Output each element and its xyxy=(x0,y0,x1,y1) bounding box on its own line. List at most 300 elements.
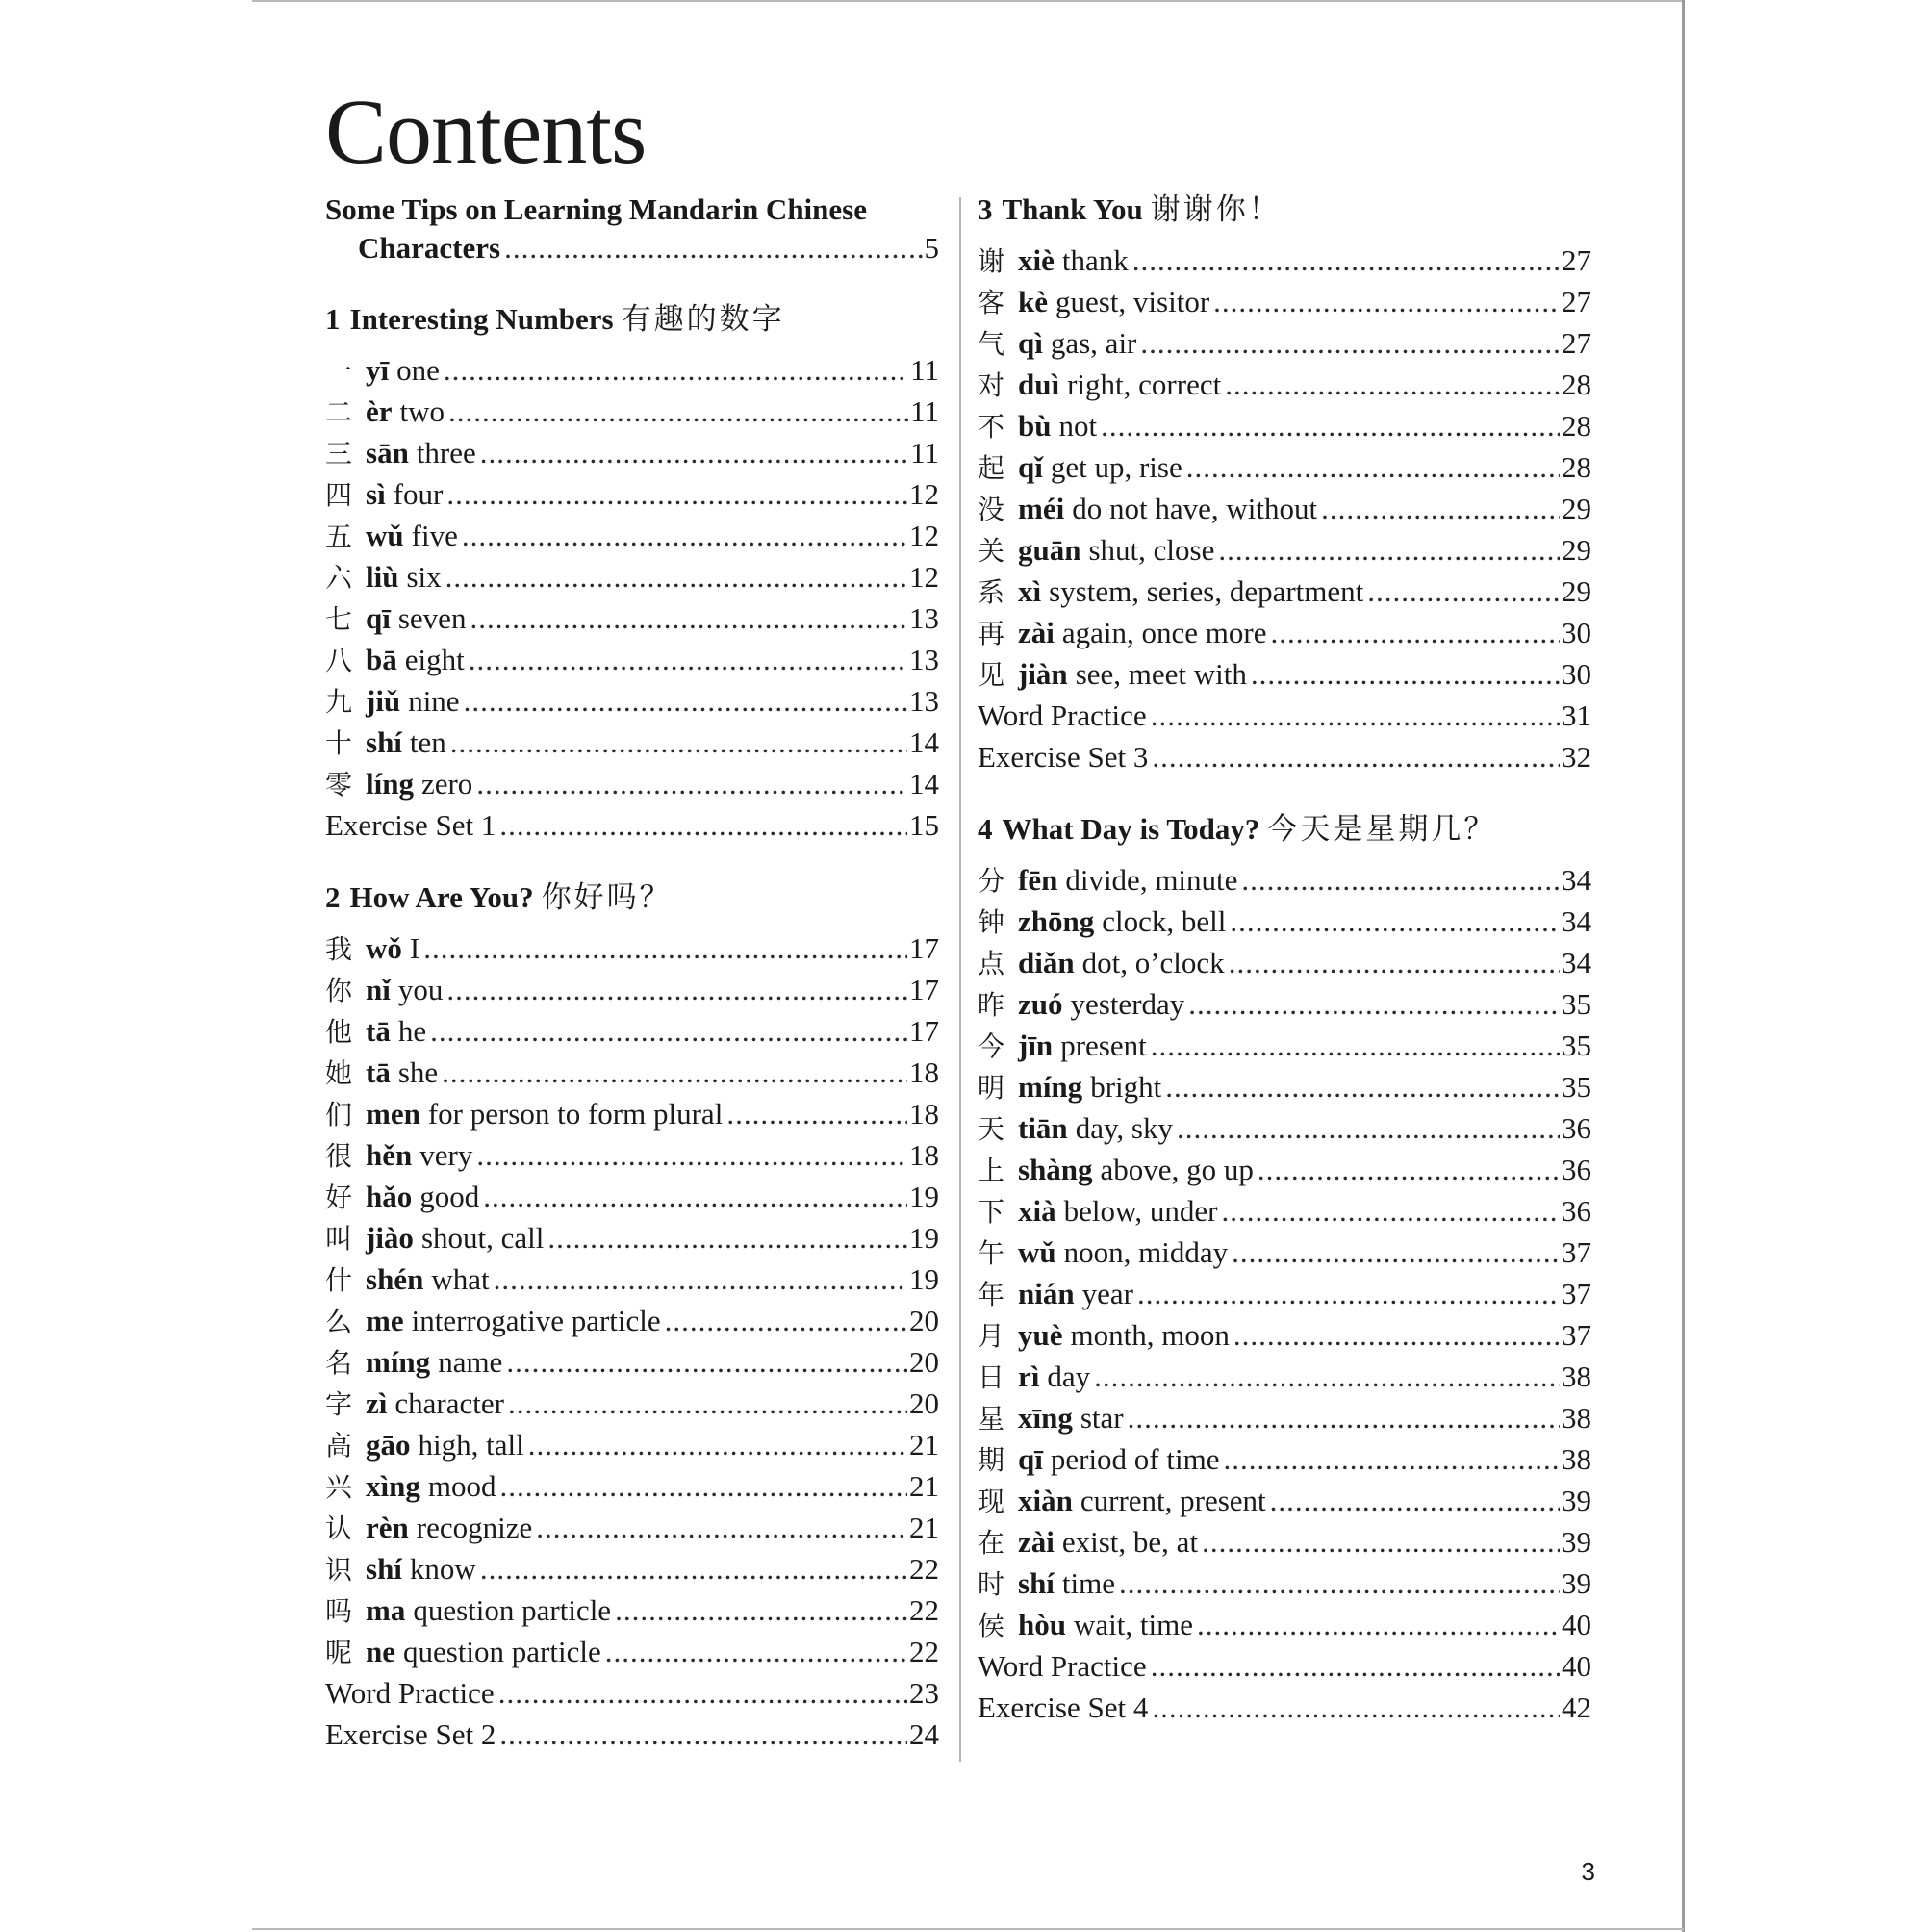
toc-entry[interactable] xyxy=(978,1687,1591,1728)
english-gloss: dot, o’clock xyxy=(1081,946,1225,979)
pinyin: yuè xyxy=(1018,1318,1063,1352)
section-heading xyxy=(325,300,939,339)
dot-leader xyxy=(1152,1687,1560,1728)
toc-entry[interactable] xyxy=(978,240,1591,281)
english-gloss: do not have, without xyxy=(1072,492,1318,525)
chinese-character: 没 xyxy=(978,494,1005,525)
page-ref: 37 xyxy=(1562,1235,1591,1269)
page-ref: 21 xyxy=(909,1428,939,1462)
page-ref: 37 xyxy=(1562,1318,1591,1352)
dot-leader xyxy=(476,763,907,804)
pinyin: bā xyxy=(366,643,397,676)
pinyin: rì xyxy=(1018,1360,1040,1393)
toc-entry[interactable] xyxy=(978,942,1591,983)
toc-entry[interactable] xyxy=(978,1232,1591,1273)
column-divider xyxy=(959,197,961,1762)
chinese-character: 们 xyxy=(325,1099,353,1131)
english-gloss: year xyxy=(1081,1277,1133,1310)
section-heading xyxy=(978,810,1591,849)
english-gloss: guest, visitor xyxy=(1055,285,1210,318)
chinese-character: 气 xyxy=(978,328,1005,360)
toc-entry[interactable] xyxy=(978,1107,1591,1149)
toc-entry[interactable] xyxy=(325,1052,939,1093)
toc-entry[interactable] xyxy=(325,1093,939,1134)
pinyin: sān xyxy=(366,436,409,470)
pinyin: shí xyxy=(1018,1566,1055,1600)
chinese-character: 客 xyxy=(978,287,1005,318)
dot-leader xyxy=(1137,1273,1560,1314)
pinyin: xiè xyxy=(1018,243,1055,277)
toc-entry[interactable] xyxy=(978,653,1591,695)
page-ref: 30 xyxy=(1562,616,1591,649)
page-ref: 36 xyxy=(1562,1111,1591,1145)
toc-entry[interactable] xyxy=(325,1672,939,1714)
page-ref: 13 xyxy=(909,601,939,635)
chinese-character: 谢 xyxy=(978,245,1005,277)
page-ref: 36 xyxy=(1562,1153,1591,1186)
toc-entry[interactable] xyxy=(325,1258,939,1300)
toc-entry[interactable] xyxy=(325,969,939,1010)
english-gloss: question particle xyxy=(413,1593,612,1627)
chinese-character: 对 xyxy=(978,369,1005,401)
english-gloss: clock, bell xyxy=(1102,904,1227,938)
section-title-chinese: 你好吗？ xyxy=(541,880,673,914)
chinese-character: 字 xyxy=(325,1388,353,1420)
english-gloss: current, present xyxy=(1080,1484,1266,1517)
chinese-character: 不 xyxy=(978,411,1005,443)
dot-leader xyxy=(1251,653,1560,695)
page-ref: 18 xyxy=(909,1138,939,1172)
pinyin: líng xyxy=(366,767,414,801)
english-gloss: below, under xyxy=(1063,1194,1218,1228)
dot-leader xyxy=(1188,983,1560,1025)
page-ref: 29 xyxy=(1562,492,1591,525)
toc-entry[interactable] xyxy=(325,1507,939,1548)
english-gloss: one xyxy=(396,353,440,387)
dot-leader xyxy=(442,1052,907,1093)
page-ref: 39 xyxy=(1562,1566,1591,1600)
section-title: Interesting Numbers xyxy=(349,302,614,336)
english-gloss: system, series, department xyxy=(1049,574,1364,608)
pinyin: jiǔ xyxy=(366,684,401,718)
dot-leader xyxy=(726,1093,907,1134)
toc-entry[interactable] xyxy=(978,571,1591,612)
toc-entry[interactable] xyxy=(978,281,1591,322)
pinyin: zì xyxy=(366,1386,388,1420)
page-ref: 35 xyxy=(1562,987,1591,1021)
toc-entry[interactable] xyxy=(978,983,1591,1025)
page-ref: 38 xyxy=(1562,1360,1591,1393)
entry-label: Word Practice xyxy=(978,699,1147,732)
chinese-character: 名 xyxy=(325,1347,353,1379)
page-ref: 22 xyxy=(909,1635,939,1668)
chinese-character: 吗 xyxy=(325,1595,353,1627)
chinese-character: 午 xyxy=(978,1237,1005,1269)
chinese-character: 十 xyxy=(325,727,353,759)
toc-entry[interactable] xyxy=(325,1589,939,1631)
toc-entry[interactable] xyxy=(325,1465,939,1507)
pinyin: tā xyxy=(366,1014,391,1048)
page-ref: 20 xyxy=(909,1386,939,1420)
toc-entry[interactable] xyxy=(325,680,939,722)
dot-leader xyxy=(446,969,907,1010)
chinese-character: 下 xyxy=(978,1196,1005,1228)
english-gloss: for person to form plural xyxy=(427,1097,724,1131)
english-gloss: bright xyxy=(1090,1070,1162,1104)
pinyin: liù xyxy=(366,560,399,594)
page-ref: 34 xyxy=(1562,946,1591,979)
toc-entry[interactable] xyxy=(325,432,939,473)
toc-entry[interactable] xyxy=(978,859,1591,901)
chinese-character: 六 xyxy=(325,562,353,594)
toc-entry[interactable] xyxy=(978,1314,1591,1356)
toc-entry[interactable] xyxy=(978,446,1591,488)
tips-entry[interactable] xyxy=(325,191,939,267)
page-ref: 17 xyxy=(909,973,939,1006)
dot-leader xyxy=(1229,942,1560,983)
pinyin: ma xyxy=(366,1593,406,1627)
dot-leader xyxy=(1223,1438,1560,1480)
toc-entry[interactable] xyxy=(978,1397,1591,1438)
toc-entry[interactable] xyxy=(325,639,939,680)
english-gloss: nine xyxy=(408,684,460,718)
dot-leader xyxy=(450,722,907,763)
entry-label: Exercise Set 1 xyxy=(325,808,496,842)
dot-leader xyxy=(470,597,907,639)
chinese-character: 钟 xyxy=(978,906,1005,938)
pinyin: hòu xyxy=(1018,1608,1066,1641)
pinyin: tiān xyxy=(1018,1111,1068,1145)
tips-row xyxy=(325,229,939,267)
chinese-character: 明 xyxy=(978,1072,1005,1104)
toc-entry[interactable] xyxy=(978,1356,1591,1397)
dot-leader xyxy=(605,1631,907,1672)
pinyin: xīng xyxy=(1018,1401,1073,1435)
toc-entry[interactable] xyxy=(978,1480,1591,1521)
pinyin: wǔ xyxy=(366,519,404,552)
pinyin: shí xyxy=(366,725,402,759)
chinese-character: 昨 xyxy=(978,989,1005,1021)
dot-leader xyxy=(1367,571,1560,612)
chinese-character: 时 xyxy=(978,1568,1005,1600)
chinese-character: 期 xyxy=(978,1444,1005,1476)
dot-leader xyxy=(1151,1645,1560,1687)
english-gloss: divide, minute xyxy=(1065,863,1238,897)
dot-leader xyxy=(1202,1521,1560,1563)
toc-entry[interactable] xyxy=(978,612,1591,653)
tips-title-cont: Characters xyxy=(358,231,501,265)
english-gloss: gas, air xyxy=(1050,326,1137,360)
toc-entry[interactable] xyxy=(325,1714,939,1755)
dot-leader xyxy=(615,1589,907,1631)
toc-entry[interactable] xyxy=(325,1631,939,1672)
english-gloss: period of time xyxy=(1050,1442,1220,1476)
toc-entry[interactable] xyxy=(978,364,1591,405)
dot-leader xyxy=(508,1383,907,1424)
section-3 xyxy=(978,191,1591,777)
toc-entry[interactable] xyxy=(978,1149,1591,1190)
dot-leader xyxy=(1241,859,1560,901)
page-ref: 37 xyxy=(1562,1277,1591,1310)
english-gloss: not xyxy=(1058,409,1098,443)
page-ref: 34 xyxy=(1562,863,1591,897)
pinyin: zuó xyxy=(1018,987,1063,1021)
english-gloss: seven xyxy=(397,601,467,635)
chinese-character: 二 xyxy=(325,396,353,428)
chinese-character: 五 xyxy=(325,521,353,552)
pinyin: wǒ xyxy=(366,931,402,965)
page-ref: 13 xyxy=(909,643,939,676)
pinyin: gāo xyxy=(366,1428,411,1462)
english-gloss: four xyxy=(393,477,444,511)
english-gloss: noon, midday xyxy=(1063,1235,1229,1269)
pinyin: zhōng xyxy=(1018,904,1095,938)
tips-title: Some Tips on Learning Mandarin Chinese xyxy=(325,192,867,226)
english-gloss: five xyxy=(411,519,458,552)
dot-leader xyxy=(1233,1314,1560,1356)
page-ref: 38 xyxy=(1562,1401,1591,1435)
chinese-character: 高 xyxy=(325,1430,353,1462)
toc-entry[interactable] xyxy=(325,1010,939,1052)
dot-leader xyxy=(1101,405,1560,446)
pinyin: hǎo xyxy=(366,1180,413,1213)
chinese-character: 什 xyxy=(325,1264,353,1296)
pinyin: míng xyxy=(366,1345,431,1379)
pinyin: shí xyxy=(366,1552,402,1586)
section-title-chinese: 谢谢你！ xyxy=(1150,192,1282,226)
page-ref: 42 xyxy=(1562,1690,1591,1724)
page-ref: 28 xyxy=(1562,409,1591,443)
toc-entry[interactable] xyxy=(978,529,1591,571)
pinyin: men xyxy=(366,1097,420,1131)
chinese-character: 点 xyxy=(978,948,1005,979)
dot-leader xyxy=(446,473,907,515)
toc-entry[interactable] xyxy=(978,1190,1591,1232)
english-gloss: six xyxy=(406,560,442,594)
chinese-character: 天 xyxy=(978,1113,1005,1145)
section-2 xyxy=(325,878,939,1755)
section-number: 3 xyxy=(978,192,993,226)
page-ref: 12 xyxy=(909,519,939,552)
dot-leader xyxy=(1151,1025,1560,1066)
english-gloss: interrogative particle xyxy=(411,1304,661,1337)
chinese-character: 起 xyxy=(978,452,1005,484)
english-gloss: shout, call xyxy=(420,1221,545,1255)
chinese-character: 很 xyxy=(325,1140,353,1172)
chinese-character: 在 xyxy=(978,1527,1005,1559)
section-title: How Are You? xyxy=(349,880,534,914)
page-ref: 29 xyxy=(1562,533,1591,567)
english-gloss: yesterday xyxy=(1070,987,1185,1021)
page-ref: 20 xyxy=(909,1345,939,1379)
toc-entry[interactable] xyxy=(325,1134,939,1176)
english-gloss: day xyxy=(1047,1360,1091,1393)
dot-leader xyxy=(1230,901,1560,942)
toc-entry[interactable] xyxy=(325,473,939,515)
toc-entry[interactable] xyxy=(325,1548,939,1589)
dot-leader xyxy=(1186,446,1560,488)
toc-entry[interactable] xyxy=(978,1521,1591,1563)
pinyin: kè xyxy=(1018,285,1048,318)
page-ref: 28 xyxy=(1562,368,1591,401)
dot-leader xyxy=(1218,529,1560,571)
page-ref: 24 xyxy=(909,1717,939,1751)
chinese-character: 年 xyxy=(978,1279,1005,1310)
toc-entry[interactable] xyxy=(978,1025,1591,1066)
pinyin: yī xyxy=(366,353,390,387)
toc-entry[interactable] xyxy=(325,804,939,846)
toc-entry[interactable] xyxy=(325,1217,939,1258)
toc-entry[interactable] xyxy=(325,597,939,639)
page-ref: 14 xyxy=(909,767,939,801)
dot-leader xyxy=(1132,240,1560,281)
english-gloss: present xyxy=(1060,1029,1147,1062)
dot-leader xyxy=(444,349,908,391)
toc-entry[interactable] xyxy=(978,1604,1591,1645)
dot-leader xyxy=(430,1010,907,1052)
english-gloss: again, once more xyxy=(1061,616,1267,649)
page-ref: 11 xyxy=(910,436,939,470)
chinese-character: 她 xyxy=(325,1057,353,1089)
toc-entry[interactable] xyxy=(325,722,939,763)
toc-entry[interactable] xyxy=(978,695,1591,736)
dot-leader xyxy=(480,432,908,473)
chinese-character: 呢 xyxy=(325,1637,353,1668)
toc-entry[interactable] xyxy=(325,1300,939,1341)
page-ref: 22 xyxy=(909,1593,939,1627)
chinese-character: 三 xyxy=(325,438,353,470)
dot-leader xyxy=(665,1300,907,1341)
pinyin: qī xyxy=(366,601,391,635)
entry-label: Word Practice xyxy=(325,1676,495,1710)
page-ref: 11 xyxy=(910,353,939,387)
page-title: Contents xyxy=(325,80,647,183)
toc-entry[interactable] xyxy=(325,391,939,432)
chinese-character: 么 xyxy=(325,1306,353,1337)
chinese-character: 九 xyxy=(325,686,353,718)
section-number: 1 xyxy=(325,302,341,336)
pinyin: diǎn xyxy=(1018,946,1075,979)
dot-leader xyxy=(469,639,907,680)
page-number: 3 xyxy=(1581,1857,1595,1886)
pinyin: èr xyxy=(366,394,393,428)
dot-leader xyxy=(483,1176,907,1217)
english-gloss: exist, be, at xyxy=(1061,1525,1199,1559)
page-ref: 18 xyxy=(909,1097,939,1131)
entry-label: Exercise Set 4 xyxy=(978,1690,1149,1724)
toc-entry[interactable] xyxy=(978,736,1591,777)
toc-entry[interactable] xyxy=(325,1176,939,1217)
page-ref: 17 xyxy=(909,1014,939,1048)
pinyin: zài xyxy=(1018,616,1055,649)
dot-leader xyxy=(1128,1397,1560,1438)
english-gloss: what xyxy=(431,1262,490,1296)
english-gloss: I xyxy=(409,931,420,965)
english-gloss: day, sky xyxy=(1075,1111,1173,1145)
english-gloss: three xyxy=(416,436,476,470)
dot-leader xyxy=(1119,1563,1560,1604)
english-gloss: eight xyxy=(404,643,465,676)
chinese-character: 关 xyxy=(978,535,1005,567)
english-gloss: know xyxy=(409,1552,476,1586)
toc-entry[interactable] xyxy=(325,556,939,597)
toc-entry[interactable] xyxy=(978,1438,1591,1480)
page-ref: 5 xyxy=(924,231,939,265)
toc-entry[interactable] xyxy=(978,1066,1591,1107)
english-gloss: ten xyxy=(409,725,446,759)
dot-leader xyxy=(1197,1604,1560,1645)
dot-leader xyxy=(499,1714,907,1755)
chinese-character: 好 xyxy=(325,1182,353,1213)
page-ref: 35 xyxy=(1562,1070,1591,1104)
dot-leader xyxy=(498,1672,907,1714)
chinese-character: 分 xyxy=(978,865,1005,897)
toc-entry[interactable] xyxy=(325,763,939,804)
pinyin: bù xyxy=(1018,409,1052,443)
pinyin: shén xyxy=(366,1262,424,1296)
toc-entry[interactable] xyxy=(978,1645,1591,1687)
page-ref: 29 xyxy=(1562,574,1591,608)
section-title: What Day is Today? xyxy=(1002,812,1260,846)
toc-entry[interactable] xyxy=(325,1383,939,1424)
chinese-character: 叫 xyxy=(325,1223,353,1255)
chinese-character: 星 xyxy=(978,1403,1005,1435)
page-ref: 19 xyxy=(909,1180,939,1213)
pinyin: wǔ xyxy=(1018,1235,1056,1269)
page-ref: 27 xyxy=(1562,326,1591,360)
english-gloss: above, go up xyxy=(1100,1153,1254,1186)
page-ref: 38 xyxy=(1562,1442,1591,1476)
toc-entry[interactable] xyxy=(978,901,1591,942)
toc-entry[interactable] xyxy=(978,405,1591,446)
chinese-character: 一 xyxy=(325,355,353,387)
page-ref: 13 xyxy=(909,684,939,718)
toc-entry[interactable] xyxy=(978,488,1591,529)
dot-leader xyxy=(1151,695,1560,736)
dot-leader xyxy=(423,928,907,969)
chinese-character: 系 xyxy=(978,576,1005,608)
toc-entry[interactable] xyxy=(978,1273,1591,1314)
entry-label: Exercise Set 2 xyxy=(325,1717,496,1751)
pinyin: xiàn xyxy=(1018,1484,1073,1517)
toc-entry[interactable] xyxy=(978,1563,1591,1604)
entry-label: Exercise Set 3 xyxy=(978,740,1149,774)
toc-entry[interactable] xyxy=(325,1341,939,1383)
page-ref: 28 xyxy=(1562,450,1591,484)
pinyin: guān xyxy=(1018,533,1081,567)
english-gloss: mood xyxy=(427,1469,496,1503)
dot-leader xyxy=(504,229,922,267)
pinyin: hěn xyxy=(366,1138,413,1172)
pinyin: duì xyxy=(1018,368,1060,401)
toc-entry[interactable] xyxy=(325,928,939,969)
dot-leader xyxy=(506,1341,907,1383)
english-gloss: he xyxy=(397,1014,427,1048)
toc-entry[interactable] xyxy=(325,349,939,391)
chinese-character: 现 xyxy=(978,1486,1005,1517)
dot-leader xyxy=(536,1507,907,1548)
toc-entry[interactable] xyxy=(978,322,1591,364)
english-gloss: name xyxy=(438,1345,503,1379)
dot-leader xyxy=(448,391,908,432)
pinyin: rèn xyxy=(366,1511,409,1544)
dot-leader xyxy=(445,556,907,597)
chinese-character: 四 xyxy=(325,479,353,511)
toc-entry[interactable] xyxy=(325,1424,939,1465)
section-heading xyxy=(978,191,1591,229)
toc-entry[interactable] xyxy=(325,515,939,556)
page-ref: 30 xyxy=(1562,657,1591,691)
